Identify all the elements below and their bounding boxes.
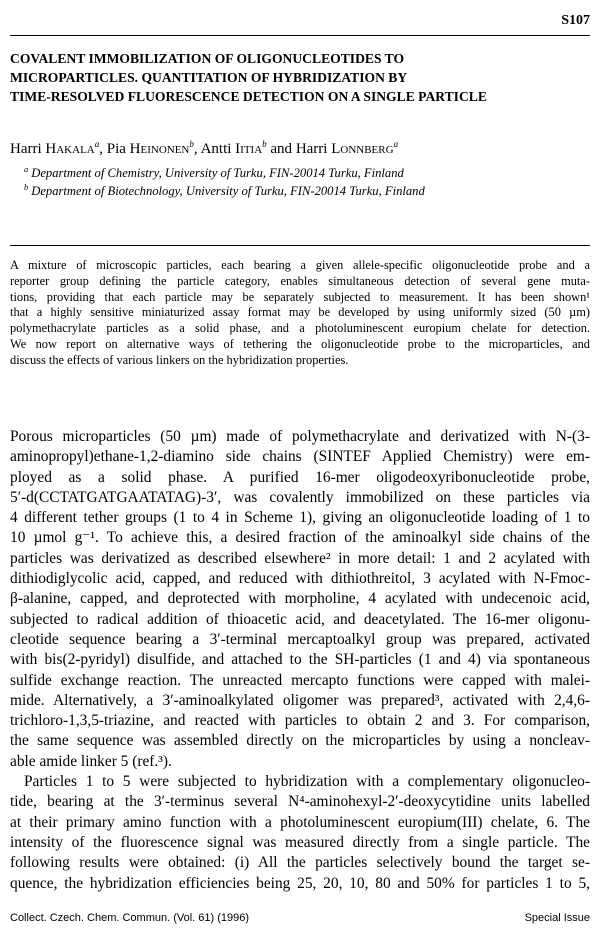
body-line: ployed as a solid phase. A purified 16-mer oligodeoxyribonucleotide probe, — [10, 468, 590, 486]
body-line: with bis(2-pyridyl) disulfide, and attached to the SH-particles (1 and 4) via spontaneous — [10, 651, 590, 669]
body-line: sulfide exchange reaction. The unreacted mercapto functions were capped with malei- — [10, 671, 590, 689]
abstract-line: reporter group defining the particle category, enables simultaneous detection of several gene muta- — [10, 273, 590, 288]
footer-issue: Special Issue — [524, 912, 590, 924]
body-line: able amide linker 5 (ref.³). — [10, 752, 172, 770]
body-text — [10, 427, 590, 894]
body-line: Porous microparticles (50 µm) made of polymethacrylate and derivatized with N-(3- — [10, 428, 590, 445]
body-line: quence, the hybridization efficiencies being 25, 20, 10, 80 and 50% for particles 1 to 5, — [10, 874, 590, 892]
top-rule — [10, 35, 590, 36]
author: Harri Hakala$^a$ — [10, 139, 100, 157]
footer-citation: Collect. Czech. Chem. Commun. (Vol. 61) (1996) — [10, 912, 250, 924]
body-line: dithiodiglycolic acid, capped, and reduced with dithiothreitol, 3 acylated with N-Fmoc- — [10, 570, 590, 588]
abstract-line: that a highly sensitive miniaturized assay format may be developed by using uniformly sized (50 µm) — [10, 305, 590, 320]
affiliation: $^a$ Department of Chemistry, University of Turku, FIN-20014 Turku, Finland — [24, 163, 404, 180]
author: Harri Lonnberg$^a$ — [295, 139, 399, 157]
body-line: following results were obtained: (i) All the particles selectively bound the target se- — [10, 854, 590, 872]
abstract-line: tions, providing that each particle may be separately subjected to measurement. It has been shown¹ — [10, 289, 590, 304]
article-title — [10, 49, 592, 106]
body-line: subjected to radical addition of thioacetic acid, and deacetylated. The 16-mer oligonu- — [10, 610, 590, 628]
body-line: the same sequence was assembled directly on the microparticles by using a noncleav- — [10, 732, 590, 750]
affiliation: $^b$ Department of Biotechnology, University of Turku, FIN-20014 Turku, Finland — [24, 181, 425, 198]
body-line: 5′-d(CCTATGATGAATATAG)-3′, was covalently immobilized on these particles via — [10, 488, 590, 506]
title-line: TIME-RESOLVED FLUORESCENCE DETECTION ON A SINGLE PARTICLE — [10, 89, 487, 104]
body-line: 4 different tether groups (1 to 4 in Scheme 1), giving an oligonucleotide loading of 1 to — [10, 509, 590, 527]
body-line: mide. Alternatively, a 3′-aminoalkylated oligomer was prepared³, activated with 2,4,6- — [10, 691, 590, 709]
body-line: tide, bearing at the 3′-terminus several N⁴-aminohexyl-2′-deoxycytidine units labelled — [10, 793, 590, 811]
title-line: MICROPARTICLES. QUANTITATION OF HYBRIDIZATION BY — [10, 70, 408, 85]
body-line: 10 µmol g⁻¹. To achieve this, a desired fraction of the aminoalkyl side chains of the — [10, 529, 590, 547]
abstract-line: A mixture of microscopic particles, each bearing a given allele-specific oligonucleotide probe and a — [10, 258, 590, 272]
abstract — [10, 258, 590, 369]
body-line: intensity of the fluorescence signal was measured directly from a single particle. The — [10, 833, 590, 851]
abstract-line: We now report on alternative ways of tethering the oligonucleotide probe to the microparticles, and — [10, 336, 590, 351]
body-line: cleotide sequence bearing a 3′-terminal mercaptoalkyl group was prepared, activated — [10, 630, 590, 648]
body-line: β-alanine, capped, and deprotected with morpholine, 4 acylated with undecenoic acid, — [10, 590, 590, 608]
page-number: S107 — [561, 13, 590, 28]
body-line: Particles 1 to 5 were subjected to hybridization with a complementary oligonucleo- — [24, 773, 590, 791]
author-list: Harri Hakala$^a$, Pia Heinonen$^b$, Antti Iitia$^b$ and Harri Lonnberg$^a$ — [10, 139, 399, 157]
title-line: COVALENT IMMOBILIZATION OF OLIGONUCLEOTIDES TO — [10, 51, 405, 66]
body-line: at their primary amino function with a photoluminescent europium(III) chelate, 6. The — [10, 813, 590, 831]
affiliation-list — [24, 164, 425, 200]
body-line: particles was derivatized as described elsewhere² in more detail: 1 and 2 acylated with — [10, 549, 590, 567]
author: Antti Iitia$^b$ — [200, 139, 267, 157]
body-line: aminopropyl)ethane-1,2-diamino side chains (SINTEF Applied Chemistry) were em- — [10, 448, 590, 466]
abstract-line: discuss the effects of various linkers on the hybridization properties. — [10, 352, 349, 367]
abstract-line: polymethacrylate particles as a solid phase, and a photoluminescent europium chelate for detection. — [10, 321, 590, 336]
body-line: trichloro-1,3,5-triazine, and reacted with particles to obtain 2 and 3. For comparison, — [10, 712, 590, 730]
section-rule — [10, 245, 590, 246]
author: Pia Heinonen$^b$ — [106, 139, 194, 157]
